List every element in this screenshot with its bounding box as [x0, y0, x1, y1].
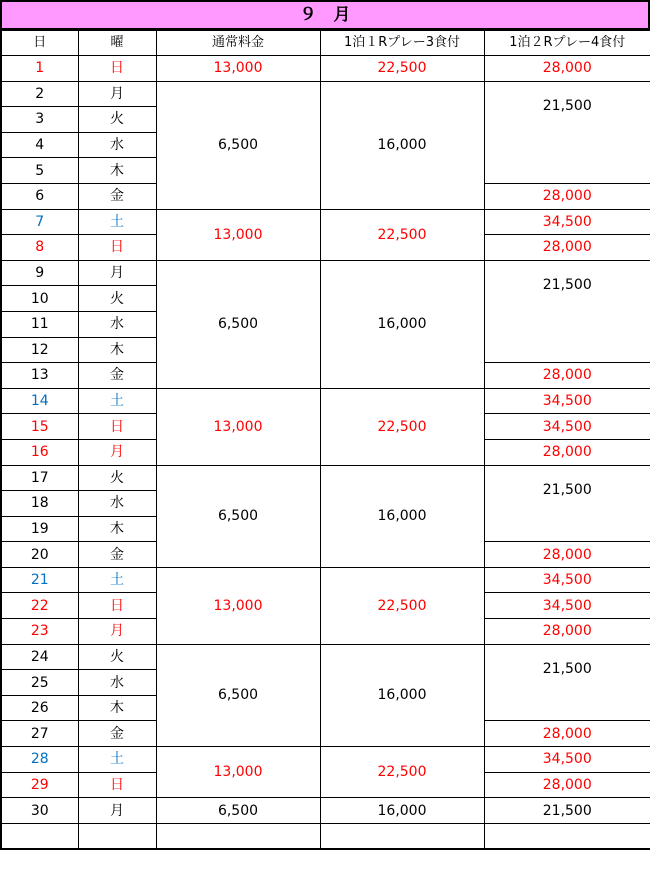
- plan-2-rounds-price-cell: 28,000: [484, 439, 650, 465]
- day-cell: 15: [1, 414, 78, 440]
- day-cell: 14: [1, 388, 78, 414]
- regular-price-cell: 6,500: [156, 798, 320, 824]
- plan-1-round-price-cell: 22,500: [320, 747, 484, 798]
- header-plan-1-round: 1泊１Rプレー3食付: [320, 31, 484, 56]
- day-cell: 2: [1, 81, 78, 107]
- plan-2-rounds-price-cell: 34,500: [484, 593, 650, 619]
- header-row: [1, 31, 650, 56]
- day-cell: 9: [1, 260, 78, 286]
- regular-price-cell: 13,000: [156, 567, 320, 644]
- weekday-cell: 火: [78, 107, 156, 133]
- regular-price-cell: 13,000: [156, 388, 320, 465]
- plan-1-round-price-cell: 22,500: [320, 388, 484, 465]
- plan-2-rounds-price-cell: 21,500: [484, 465, 650, 542]
- plan-1-round-price-cell: 16,000: [320, 81, 484, 209]
- plan-1-round-price-cell: 22,500: [320, 567, 484, 644]
- weekday-cell: 金: [78, 721, 156, 747]
- weekday-cell: 土: [78, 209, 156, 235]
- header-regular-price: 通常料金: [156, 31, 320, 56]
- weekday-cell: 金: [78, 363, 156, 389]
- plan-2-rounds-price-cell: 28,000: [484, 363, 650, 389]
- weekday-cell: 木: [78, 516, 156, 542]
- plan-2-rounds-price-cell: 34,500: [484, 209, 650, 235]
- regular-price-cell: 6,500: [156, 81, 320, 209]
- plan-2-rounds-price-cell: 21,500: [484, 644, 650, 721]
- table-row: [1, 81, 650, 107]
- plan-2-rounds-price-cell: 28,000: [484, 183, 650, 209]
- price-table: [0, 30, 650, 850]
- plan-2-rounds-price-cell: 28,000: [484, 721, 650, 747]
- empty-cell: [484, 823, 650, 849]
- weekday-cell: 水: [78, 491, 156, 517]
- weekday-cell: 月: [78, 439, 156, 465]
- table-row: [1, 56, 650, 82]
- weekday-cell: 月: [78, 619, 156, 645]
- empty-cell: [78, 823, 156, 849]
- weekday-cell: 月: [78, 260, 156, 286]
- plan-1-round-price-cell: 16,000: [320, 798, 484, 824]
- plan-1-round-price-cell: 16,000: [320, 260, 484, 388]
- regular-price-cell: 13,000: [156, 209, 320, 260]
- table-row: [1, 209, 650, 235]
- day-cell: 21: [1, 567, 78, 593]
- regular-price-cell: 6,500: [156, 260, 320, 388]
- plan-2-rounds-price-cell: 28,000: [484, 772, 650, 798]
- day-cell: 28: [1, 747, 78, 773]
- day-cell: 19: [1, 516, 78, 542]
- plan-2-rounds-price-cell: 34,500: [484, 388, 650, 414]
- day-cell: 10: [1, 286, 78, 312]
- weekday-cell: 日: [78, 235, 156, 261]
- day-cell: 4: [1, 132, 78, 158]
- day-cell: 5: [1, 158, 78, 184]
- plan-2-rounds-price-cell: 28,000: [484, 56, 650, 82]
- plan-2-rounds-price-cell: 28,000: [484, 235, 650, 261]
- day-cell: 29: [1, 772, 78, 798]
- weekday-cell: 日: [78, 414, 156, 440]
- plan-2-rounds-price-cell: 28,000: [484, 619, 650, 645]
- weekday-cell: 日: [78, 56, 156, 82]
- header-weekday: 曜: [78, 31, 156, 56]
- weekday-cell: 金: [78, 183, 156, 209]
- table-row: [1, 567, 650, 593]
- plan-2-rounds-price-cell: 21,500: [484, 81, 650, 183]
- empty-cell: [1, 823, 78, 849]
- day-cell: 23: [1, 619, 78, 645]
- weekday-cell: 火: [78, 286, 156, 312]
- plan-2-rounds-price-cell: 28,000: [484, 542, 650, 568]
- table-row: [1, 388, 650, 414]
- day-cell: 25: [1, 670, 78, 696]
- table-row: [1, 798, 650, 824]
- weekday-cell: 月: [78, 798, 156, 824]
- plan-1-round-price-cell: 22,500: [320, 209, 484, 260]
- empty-row: [1, 823, 650, 849]
- day-cell: 13: [1, 363, 78, 389]
- weekday-cell: 日: [78, 593, 156, 619]
- plan-2-rounds-price-cell: 34,500: [484, 414, 650, 440]
- day-cell: 24: [1, 644, 78, 670]
- plan-1-round-price-cell: 16,000: [320, 465, 484, 567]
- weekday-cell: 月: [78, 81, 156, 107]
- day-cell: 7: [1, 209, 78, 235]
- weekday-cell: 火: [78, 465, 156, 491]
- day-cell: 11: [1, 311, 78, 337]
- weekday-cell: 日: [78, 772, 156, 798]
- day-cell: 17: [1, 465, 78, 491]
- month-title: ９ 月: [0, 0, 650, 30]
- weekday-cell: 金: [78, 542, 156, 568]
- weekday-cell: 火: [78, 644, 156, 670]
- table-row: [1, 747, 650, 773]
- empty-cell: [320, 823, 484, 849]
- day-cell: 3: [1, 107, 78, 133]
- day-cell: 20: [1, 542, 78, 568]
- weekday-cell: 木: [78, 337, 156, 363]
- plan-2-rounds-price-cell: 21,500: [484, 260, 650, 362]
- weekday-cell: 木: [78, 695, 156, 721]
- day-cell: 16: [1, 439, 78, 465]
- day-cell: 27: [1, 721, 78, 747]
- weekday-cell: 土: [78, 567, 156, 593]
- empty-cell: [156, 823, 320, 849]
- plan-2-rounds-price-cell: 21,500: [484, 798, 650, 824]
- day-cell: 8: [1, 235, 78, 261]
- regular-price-cell: 6,500: [156, 465, 320, 567]
- weekday-cell: 水: [78, 132, 156, 158]
- plan-1-round-price-cell: 22,500: [320, 56, 484, 82]
- plan-2-rounds-price-cell: 34,500: [484, 747, 650, 773]
- plan-1-round-price-cell: 16,000: [320, 644, 484, 746]
- weekday-cell: 木: [78, 158, 156, 184]
- day-cell: 26: [1, 695, 78, 721]
- day-cell: 30: [1, 798, 78, 824]
- day-cell: 22: [1, 593, 78, 619]
- header-plan-2-rounds: 1泊２Rプレー4食付: [484, 31, 650, 56]
- day-cell: 1: [1, 56, 78, 82]
- regular-price-cell: 6,500: [156, 644, 320, 746]
- plan-2-rounds-price-cell: 34,500: [484, 567, 650, 593]
- weekday-cell: 水: [78, 670, 156, 696]
- weekday-cell: 土: [78, 747, 156, 773]
- table-row: [1, 465, 650, 491]
- day-cell: 12: [1, 337, 78, 363]
- weekday-cell: 土: [78, 388, 156, 414]
- regular-price-cell: 13,000: [156, 56, 320, 82]
- header-day: 日: [1, 31, 78, 56]
- day-cell: 18: [1, 491, 78, 517]
- day-cell: 6: [1, 183, 78, 209]
- regular-price-cell: 13,000: [156, 747, 320, 798]
- table-row: [1, 644, 650, 670]
- table-row: [1, 260, 650, 286]
- weekday-cell: 水: [78, 311, 156, 337]
